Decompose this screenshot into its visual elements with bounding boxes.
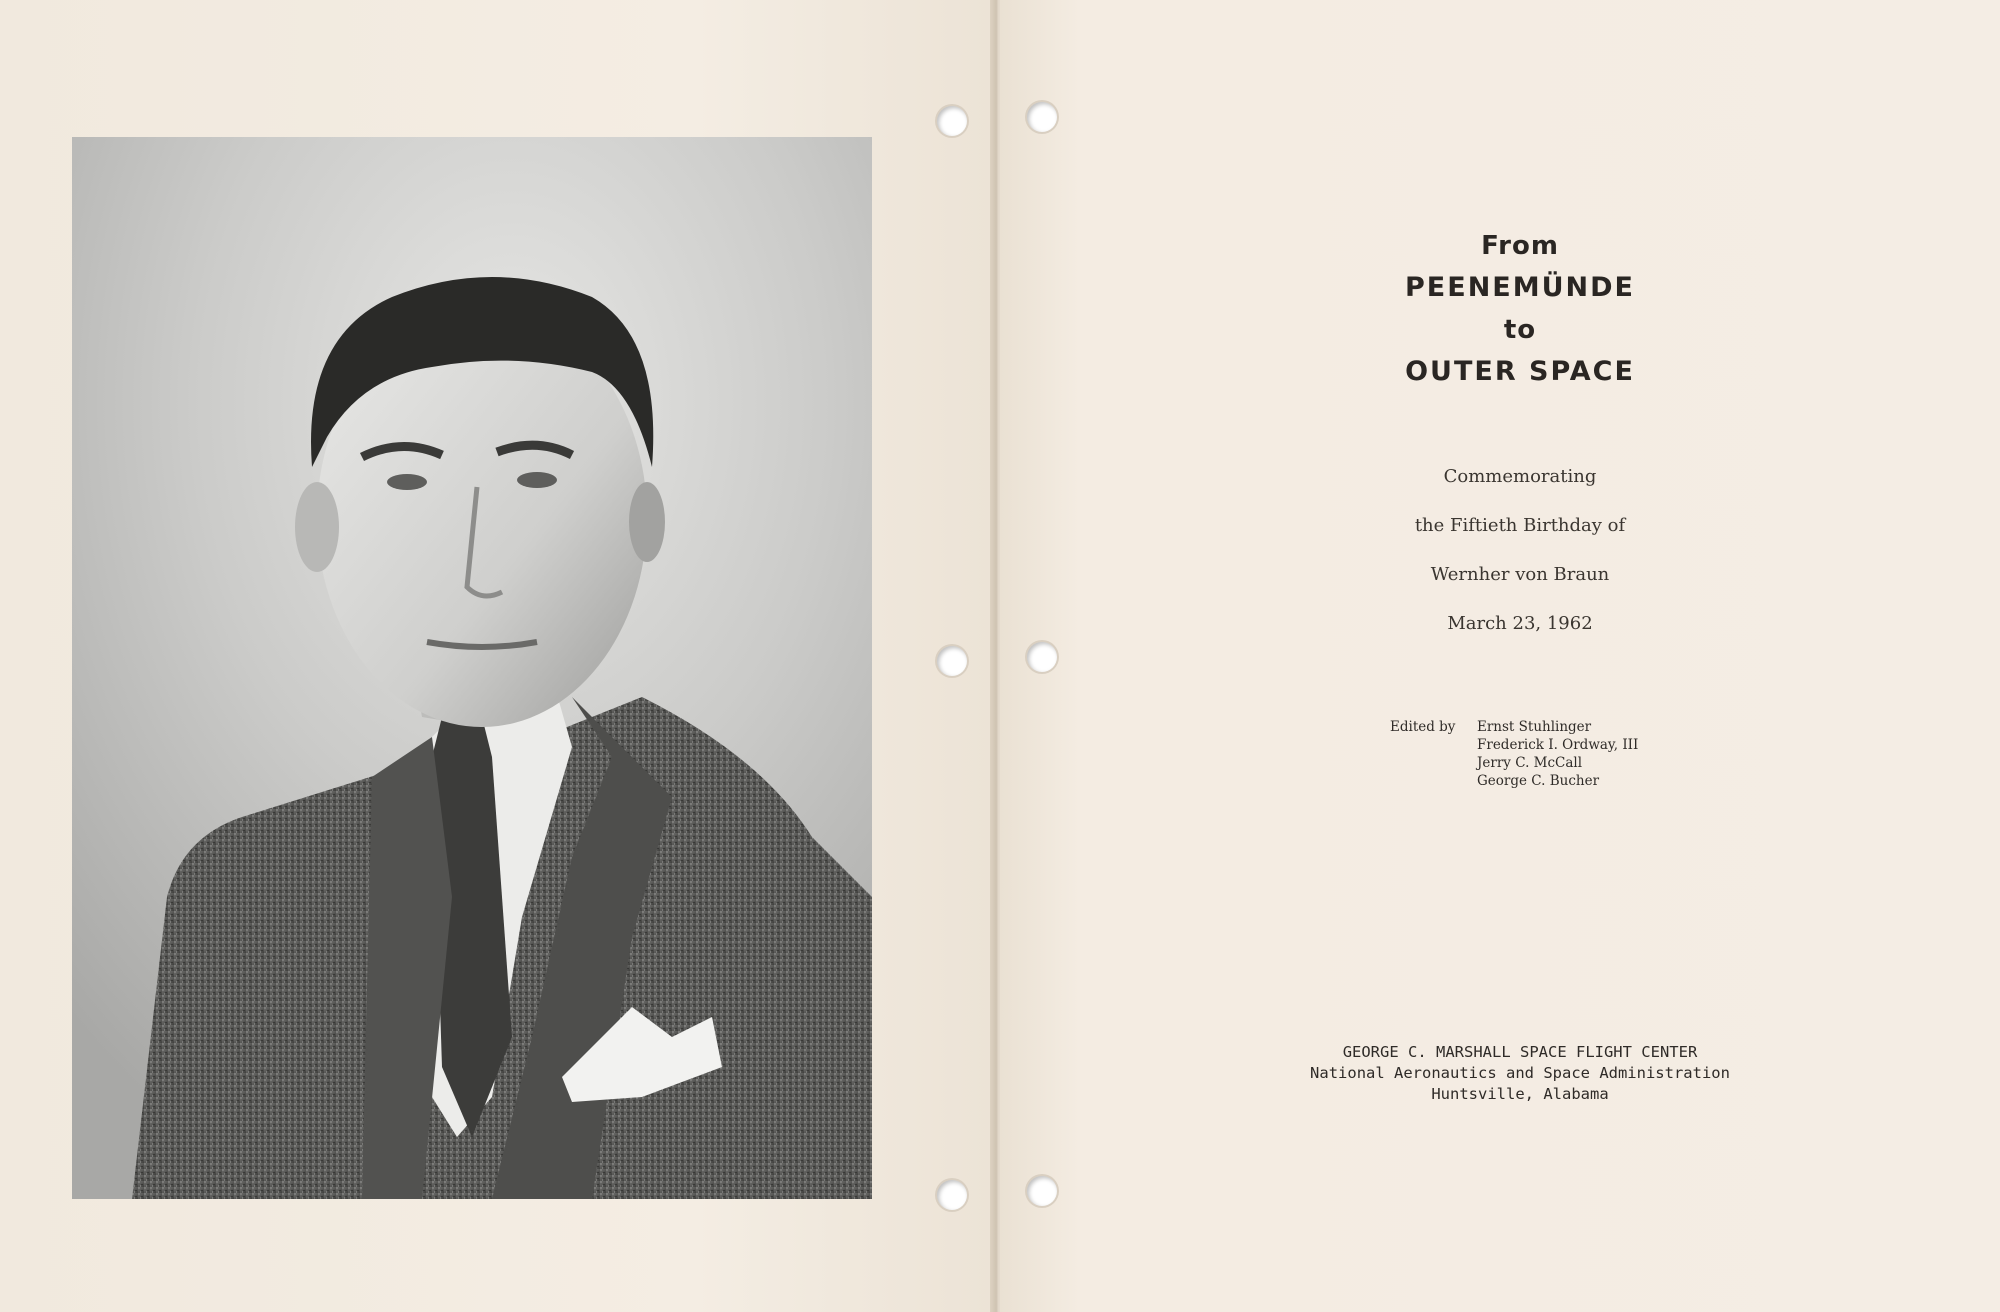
editor-name: Jerry C. McCall <box>1477 755 1583 771</box>
editor-name: Ernst Stuhlinger <box>1477 719 1592 735</box>
title-to: to <box>1503 315 1537 345</box>
binder-hole-middle-right <box>1027 642 1057 672</box>
publisher-line-2: National Aeronautics and Space Administration <box>1310 1064 1730 1082</box>
book-title <box>1340 225 1700 393</box>
commemoration-line-3: Wernher von Braun <box>1430 564 1610 585</box>
editor-name: George C. Bucher <box>1477 773 1600 789</box>
commemoration-line-4: March 23, 1962 <box>1447 613 1593 634</box>
binder-hole-top-right <box>1027 102 1057 132</box>
title-peenemunde: PEENEMÜNDE <box>1405 272 1635 303</box>
binder-hole-middle-left <box>937 646 967 676</box>
publisher-block <box>1250 1042 1790 1105</box>
title-from: From <box>1481 231 1559 261</box>
publisher-line-1: GEORGE C. MARSHALL SPACE FLIGHT CENTER <box>1342 1043 1698 1061</box>
portrait-photo <box>72 137 872 1199</box>
binder-hole-bottom-left <box>937 1180 967 1210</box>
publisher-line-3: Huntsville, Alabama <box>1431 1085 1609 1103</box>
editors-label: Edited by <box>1390 719 1456 735</box>
portrait-illustration <box>72 137 872 1199</box>
left-page <box>0 0 993 1312</box>
binder-hole-bottom-right <box>1027 1176 1057 1206</box>
commemoration-line-1: Commemorating <box>1443 466 1597 487</box>
editors-names <box>1477 718 1638 790</box>
editor-name: Frederick I. Ordway, III <box>1477 737 1639 753</box>
commemoration-text <box>1320 465 1720 661</box>
title-outer-space: OUTER SPACE <box>1405 356 1635 387</box>
commemoration-line-2: the Fiftieth Birthday of <box>1414 515 1626 536</box>
binder-hole-top-left <box>937 106 967 136</box>
